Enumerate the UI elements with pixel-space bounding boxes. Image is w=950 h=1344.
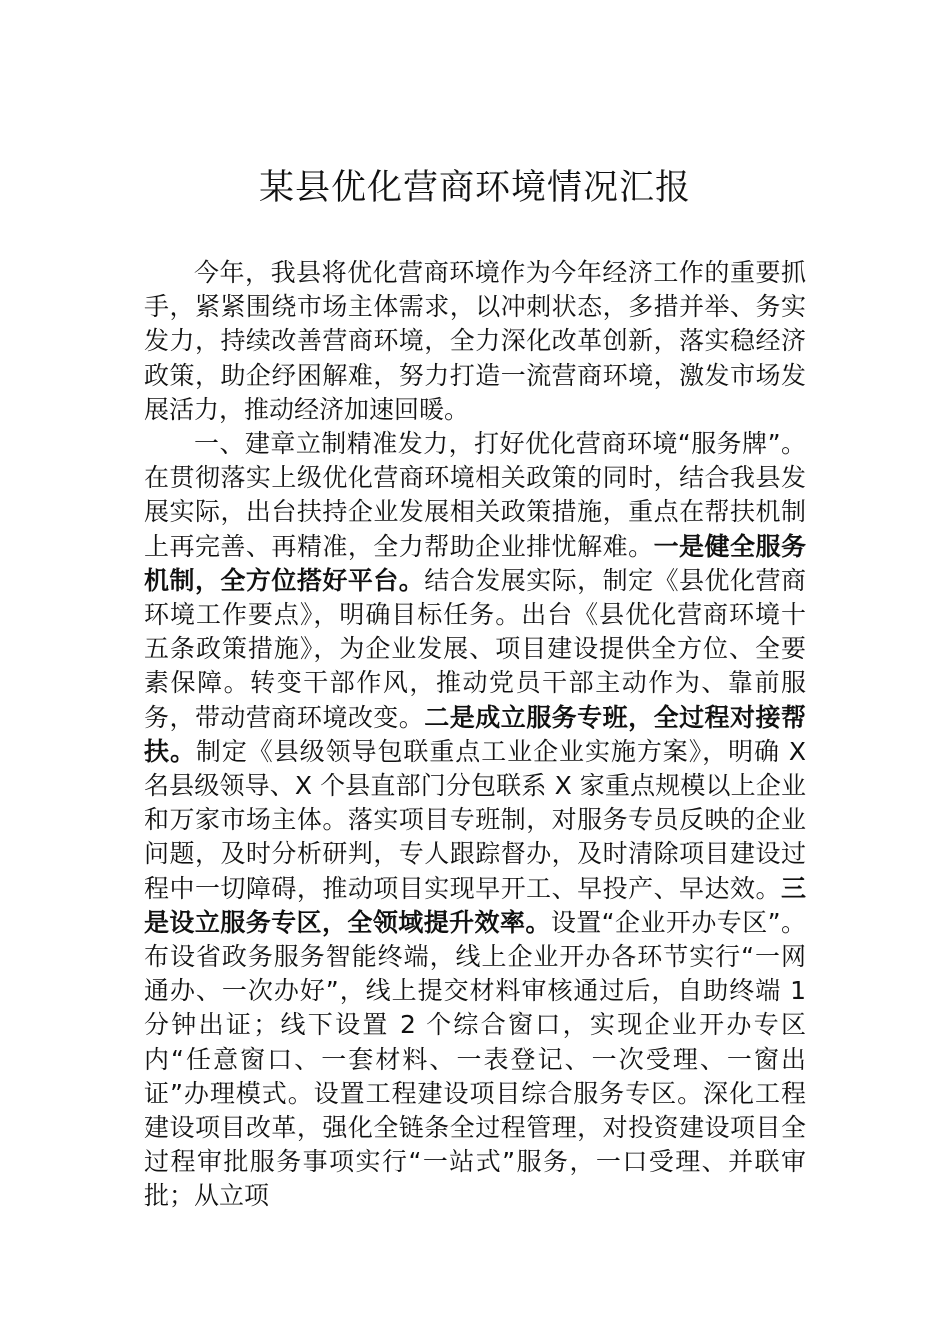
bold-point-three: 三是设立服务专区，全领域提升效率。 — [144, 873, 806, 937]
point-two-text: 制定《县级领导包联重点工业企业实施方案》，明确 X 名县级领导、X 个县直部门分包联系 X 家重点规模以上企业和万家市场主体。落实项目专班制，对服务专员反映的企业问题，及时分析研判，专人跟踪督办，及时清除项目建设过程中一切障碍，推动项目实现早开工、早投产、早达效。 — [144, 736, 806, 903]
document-body — [144, 256, 806, 1214]
document-title: 某县优化营商环境情况汇报 — [258, 168, 691, 208]
point-three-text: 设置“企业开办专区”。布设省政务服务智能终端，线上企业开办各环节实行“一网通办、一次办好”，线上提交材料审核通过后，自助终端 1 分钟出证；线下设置 2 个综合窗口，实现企业开办专区内“任意窗口、一套材料、一表登记、一次受理、一窗出证”办理模式。设置工程建设项目综合服务专区。深化工程建设项目改革，强化全链条全过程管理，对投资建设项目全过程审批服务事项实行“一站式”服务，一口受理、并联审批；从立项 — [144, 907, 806, 1211]
paragraph-section-one — [144, 427, 806, 1214]
section-one-intro-text: 一、建章立制精准发力，打好优化营商环境“服务牌”。在贯彻落实上级优化营商环境相关政策的同时，结合我县发展实际，出台扶持企业发展相关政策措施，重点在帮扶机制上再完善、再精准，全力帮助企业排忧解难。 — [144, 429, 806, 561]
point-one-text: 结合发展实际，制定《县优化营商环境工作要点》，明确目标任务。出台《县优化营商环境十五条政策措施》，为企业发展、项目建设提供全方位、全要素保障。转变干部作风，推动党员干部主动作为、靠前服务，带动营商环境改变。 — [144, 565, 806, 732]
paragraph-intro: 今年，我县将优化营商环境作为今年经济工作的重要抓手，紧紧围绕市场主体需求，以冲刺状态，多措并举、务实发力，持续改善营商环境，全力深化改革创新，落实稳经济政策，助企纾困解难，努力打造一流营商环境，激发市场发展活力，推动经济加速回暖。 — [144, 258, 806, 424]
bold-point-two: 二是成立服务专班，全过程对接帮扶。 — [144, 702, 806, 766]
bold-point-one: 一是健全服务机制，全方位搭好平台。 — [144, 531, 806, 595]
